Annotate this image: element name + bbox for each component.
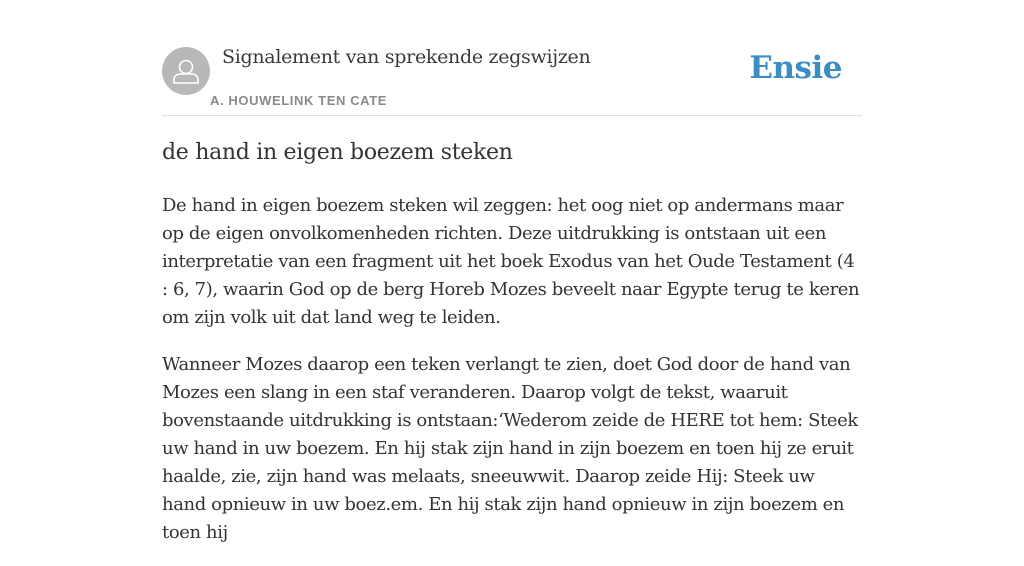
article-body — [162, 192, 862, 566]
book-title[interactable]: Signalement van sprekende zegswijzen — [222, 46, 591, 68]
article-page — [162, 0, 862, 543]
person-outline-icon — [162, 47, 210, 95]
paragraph: Wanneer Mozes daarop een teken verlangt te zien, doet God door de hand van Mozes een slang in een staf veranderen. Daarop volgt de tekst, waaruit bovenstaande uitdrukking is ontstaan:‘Wederom zeide de HERE tot hem: Steek uw hand in uw boezem. En hij stak zijn hand in zijn boezem en toen hij ze eruit haalde, zie, zijn hand was melaats, sneeuwwit. Daarop zeide Hij: Steek uw hand opnieuw in uw boez.em. En hij stak zijn hand opnieuw in zijn boezem en toen hij — [162, 354, 858, 543]
article-title: de hand in eigen boezem steken — [162, 140, 513, 165]
user-avatar-icon[interactable] — [162, 47, 210, 95]
page-header — [162, 0, 862, 116]
paragraph: De hand in eigen boezem steken wil zeggen: het oog niet op andermans maar op de eigen onvolkomenheden richten. Deze uitdrukking is ontstaan uit een interpretatie van een fragment uit het boek Exodus van het Oude Testament (4 : 6, 7), waarin God op de berg Horeb Mozes beveelt naar Egypte terug te keren om zijn volk uit dat land weg te leiden. — [162, 195, 860, 328]
author-name[interactable]: A. HOUWELINK TEN CATE — [210, 93, 388, 108]
brand-logo[interactable]: Ensie — [749, 50, 842, 86]
